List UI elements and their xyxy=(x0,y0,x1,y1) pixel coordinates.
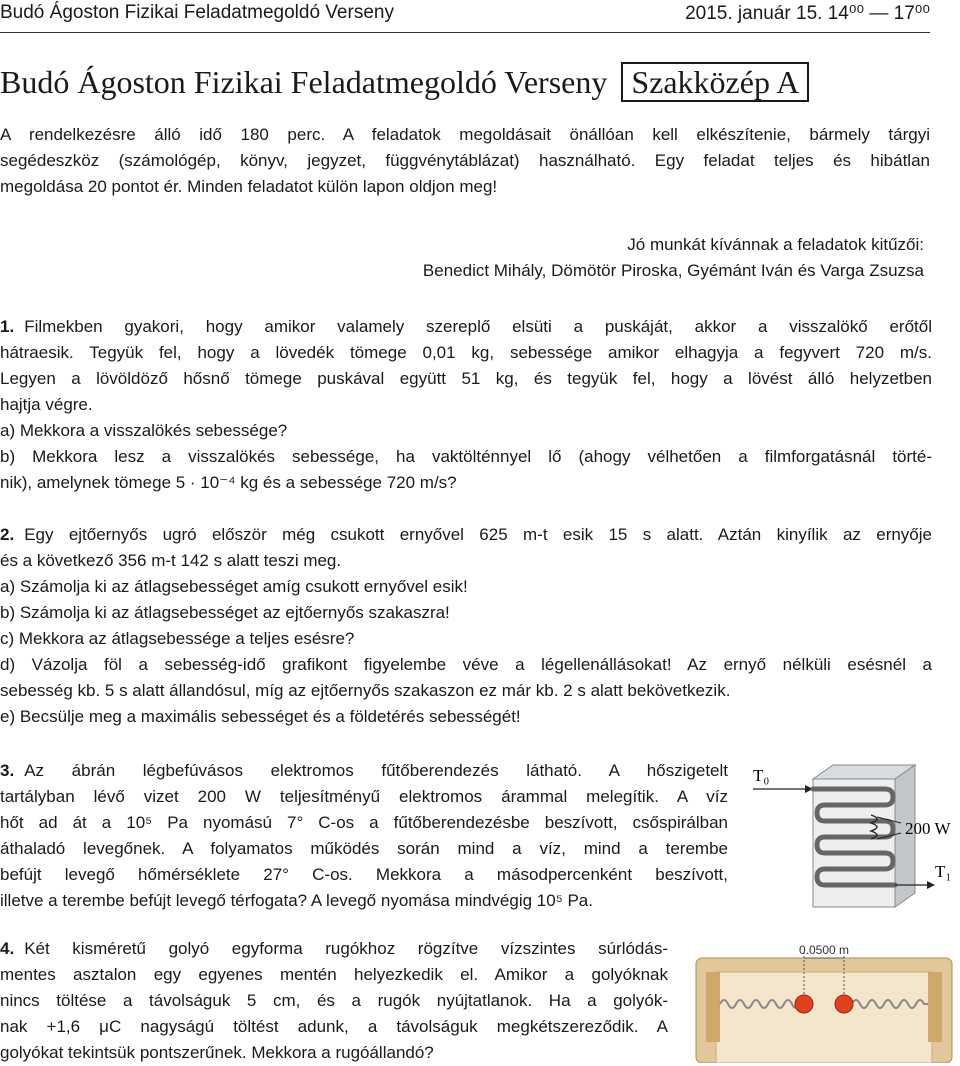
right-ball xyxy=(835,995,853,1013)
problem-text-line: hőt ad át a 10⁵ Pa nyomású 7° C-os a fűtőberendezésbe beszívott, csőspirálban xyxy=(0,813,728,832)
question-a: a) Számolja ki az átlagsebességet amíg csukott ernyővel esik! xyxy=(0,577,468,596)
problem-text-line: nincs töltése a távolságuk 5 cm, és a rugók nyújtatlanok. Ha a golyók- xyxy=(0,991,668,1010)
problem-text-line: Két kisméretű golyó egyforma rugókhoz rögzítve vízszintes súrlódás- xyxy=(24,939,668,958)
question-b: b) Mekkora lesz a visszalökés sebessége, ha vaktölténnyel lő (ahogy vélhetően a filmforgatásnál törté- xyxy=(0,447,932,466)
problem-number: 1. xyxy=(0,317,15,336)
page-title xyxy=(0,64,809,101)
question-b-cont: nik), amelynek tömege 5 · 10⁻⁴ kg és a sebessége 720 m/s? xyxy=(0,473,457,492)
problem-text-line: illetve a terembe befújt levegő térfogata? A levegő nyomása mindvégig 10⁵ Pa. xyxy=(0,891,593,910)
problem-text-line: és a következő 356 m-t 142 s alatt teszi meg. xyxy=(0,551,342,570)
running-header xyxy=(0,2,930,25)
instructions-line: segédeszköz (számológép, könyv, jegyzet, függvénytáblázat) használható. Egy feladat teljes és hibátlan xyxy=(0,151,930,170)
problem-text-line: Egy ejtőernyős ugró először még csukott ernyővel 625 m-t esik 15 s alatt. Aztán kinyílik az ernyője xyxy=(24,525,932,544)
problem-text-line: Az ábrán légbefúvásos elektromos fűtőberendezés látható. A hőszigetelt xyxy=(24,761,728,780)
category-box: Szakközép A xyxy=(621,62,809,102)
right-wall xyxy=(928,972,942,1042)
question-b: b) Számolja ki az átlagsebességet az ejtőernyős szakaszra! xyxy=(0,603,450,622)
problem-text-line: mentes asztalon egy egyenes mentén helyezkedik el. Amikor a golyóknak xyxy=(0,965,668,984)
problem-text-line: hajtja végre. xyxy=(0,395,93,414)
question-d: d) Vázolja föl a sebesség-idő grafikont figyelembe véve a légellenállásokat! Az ernyő nélküli esésnél a xyxy=(0,655,932,674)
left-wall xyxy=(706,972,720,1042)
question-e: e) Becsülje meg a maximális sebességet és a földetérés sebességét! xyxy=(0,707,521,726)
instructions-line: megoldása 20 pontot ér. Minden feladatot külön lapon oldjon meg! xyxy=(0,177,498,196)
coil-pipe xyxy=(813,789,895,885)
problem-3 xyxy=(0,758,728,914)
problem-text-line: Legyen a lövöldöző hősnő tömege puskával együtt 51 kg, és tegyük fel, hogy a lövést álló helyzetben xyxy=(0,369,932,388)
springs-diagram xyxy=(686,940,960,1063)
problem-text-line: Filmekben gyakori, hogy amikor valamely szereplő elsüti a puskáját, akkor a visszalökő erőtől xyxy=(24,317,932,336)
label-t1: T₁ xyxy=(935,862,952,881)
problem-number: 3. xyxy=(0,761,15,780)
header-competition-name: Budó Ágoston Fizikai Feladatmegoldó Verseny xyxy=(0,2,394,23)
problem-1 xyxy=(0,314,932,496)
question-c: c) Mekkora az átlagsebessége a teljes esésre? xyxy=(0,629,355,648)
tank-front xyxy=(813,779,895,907)
signoff-greeting: Jó munkát kívánnak a feladatok kitűzői: xyxy=(627,235,924,254)
problem-text-line: hátraesik. Tegyük fel, hogy a lövedék tömege 0,01 kg, sebessége amikor elhagyja a fegyvert 720 m/s. xyxy=(0,343,932,362)
problem-text-line: befújt levegő hőmérséklete 27° C-os. Mekkora a másodpercenként beszívott, xyxy=(0,865,728,884)
problem-number: 2. xyxy=(0,525,15,544)
instructions-line: A rendelkezésre álló idő 180 perc. A feladatok megoldásait önállóan kell elkészítenie, bármely tárgyi xyxy=(0,125,930,144)
problem-text-line: áthaladó levegőnek. A folyamatos működés során mind a víz, mind a terembe xyxy=(0,839,728,858)
signoff-authors: Benedict Mihály, Dömötör Piroska, Gyémánt Iván és Varga Zsuzsa xyxy=(422,261,924,280)
left-ball xyxy=(795,995,813,1013)
outlet-arrow-head xyxy=(927,881,935,889)
problem-text-line: tartályban lévő vizet 200 W teljesítményű elektromos árammal melegítik. A víz xyxy=(0,787,728,806)
problem-2 xyxy=(0,522,932,730)
heater-diagram xyxy=(745,757,960,912)
label-t0: T₀ xyxy=(753,766,770,785)
label-distance: 0.0500 m xyxy=(798,943,850,957)
problem-4 xyxy=(0,936,668,1066)
label-power: 200 W xyxy=(905,819,951,838)
question-a: a) Mekkora a visszalökés sebessége? xyxy=(0,421,288,440)
title-text: Budó Ágoston Fizikai Feladatmegoldó Verseny xyxy=(0,64,608,100)
question-d-cont: sebesség kb. 5 s alatt állandósul, míg az ejtőernyős szakaszon ez már kb. 2 s alatt bekövetkezik. xyxy=(0,681,731,700)
instructions xyxy=(0,122,930,200)
header-divider xyxy=(0,32,930,33)
table-surface xyxy=(716,972,932,1063)
problem-number: 4. xyxy=(0,939,15,958)
header-date-time: 2015. január 15. 14⁰⁰ — 17⁰⁰ xyxy=(685,3,930,24)
author-signoff xyxy=(324,232,924,284)
problem-text-line: nak +1,6 μC nagyságú töltést adunk, a távolságuk megkétszereződik. A xyxy=(0,1017,668,1036)
problem-text-line: golyókat tekintsük pontszerűnek. Mekkora a rugóállandó? xyxy=(0,1043,434,1062)
